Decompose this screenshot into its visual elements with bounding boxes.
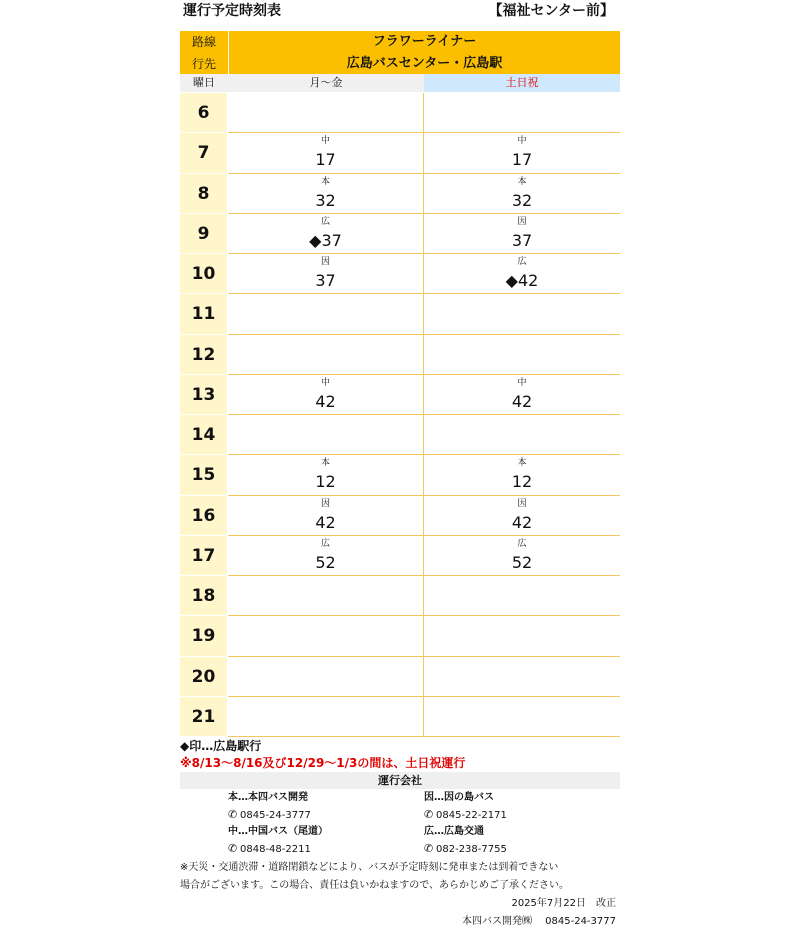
destination-label: 行先: [180, 53, 229, 75]
hour-row: [180, 214, 620, 254]
operator-name: 中…中国バス（尾道）: [228, 826, 328, 837]
operator-tag: 本: [517, 176, 527, 187]
operator-tel-number: 0848-48-2211: [240, 844, 311, 855]
hour-label: 17: [180, 536, 227, 576]
departure: [424, 133, 620, 171]
operator-tag: 因: [320, 257, 330, 267]
departure-minute: 17: [315, 150, 336, 170]
hour-label: 8: [180, 174, 227, 214]
departure-minute: 32: [315, 190, 336, 210]
page-title: 運行予定時刻表: [183, 3, 281, 19]
weekday-cell: [228, 375, 424, 415]
departure-minute: 17: [511, 150, 533, 170]
weekday-cell: [228, 657, 424, 697]
disclaimer-line-2: 場合がございます。この場合、責任は負いかねますので、あらかじめご了承ください。: [180, 880, 569, 891]
operator-item: [228, 789, 398, 823]
hour-label: 6: [180, 93, 227, 133]
departure-minute: 37: [315, 271, 336, 290]
day-header-row: [180, 74, 620, 92]
weekday-cell: [228, 254, 424, 294]
departure-minute: 42: [511, 512, 533, 532]
hour-label: 7: [180, 133, 227, 173]
hour-label: 12: [180, 335, 227, 375]
departure: [424, 254, 620, 292]
hour-label: 19: [180, 616, 227, 656]
operator-tag: 中: [517, 377, 527, 388]
weekday-cell: [228, 294, 424, 334]
timetable-grid: [180, 93, 620, 737]
hour-row: [180, 616, 620, 656]
departure: [228, 455, 423, 493]
disclaimer-line-1: ※天災・交通渋滞・道路閉鎖などにより、バスが予定時刻に発車または到着できない: [180, 862, 559, 873]
departure: [424, 375, 620, 413]
operator-tel: [424, 806, 594, 823]
operator-tel-number: 082-238-7755: [436, 844, 507, 855]
operator-name: 因…因の島バス: [424, 792, 494, 803]
departure: [424, 174, 620, 212]
operator-tag: 広: [517, 538, 527, 549]
operator-tag: 本: [517, 458, 527, 469]
operators-title: 運行会社: [180, 772, 620, 789]
hour-row: [180, 375, 620, 415]
disclaimer: [180, 859, 620, 895]
operator-tel: [424, 840, 594, 857]
hour-row: [180, 254, 620, 294]
weekday-header: 月～金: [228, 74, 424, 92]
operator-item: [228, 823, 398, 857]
departure-minute: ◆42: [505, 271, 539, 290]
departure-minute: 42: [511, 391, 533, 411]
weekend-cell: [424, 93, 620, 133]
phone-icon: ✆: [228, 842, 238, 855]
departure: [228, 496, 423, 534]
weekend-cell: [424, 496, 620, 536]
departure: [228, 536, 423, 574]
weekend-header: 土日祝: [424, 74, 620, 92]
departure: [424, 536, 620, 574]
departure-minute: ◆37: [309, 230, 342, 250]
hour-label: 11: [180, 294, 227, 334]
hour-row: [180, 576, 620, 616]
departure-minute: 42: [315, 512, 336, 532]
hour-row: [180, 455, 620, 495]
departure: [424, 455, 620, 493]
phone-icon: ✆: [228, 808, 238, 821]
weekend-cell: [424, 616, 620, 656]
title-bar: [180, 0, 620, 22]
hour-row: [180, 174, 620, 214]
holiday-note: ※8/13～8/16及び12/29～1/3の間は、土日祝運行: [180, 756, 466, 770]
hour-label: 9: [180, 214, 227, 254]
notes-section: [180, 738, 620, 931]
hour-row: [180, 697, 620, 737]
departure-minute: 37: [511, 230, 533, 250]
departure: [424, 214, 620, 252]
weekday-cell: [228, 496, 424, 536]
departure-minute: 52: [315, 552, 336, 572]
weekend-cell: [424, 536, 620, 576]
departure: [228, 133, 423, 171]
departure-minute: 12: [315, 472, 336, 492]
stop-name: 【福祉センター前】: [488, 3, 614, 19]
hour-label: 18: [180, 576, 227, 616]
operator-tag: 広: [320, 216, 330, 227]
departure: [228, 254, 423, 292]
hour-label: 15: [180, 455, 227, 495]
weekend-cell: [424, 576, 620, 616]
weekday-cell: [228, 133, 424, 173]
hour-label: 20: [180, 657, 227, 697]
operator-tag: 本: [320, 458, 330, 469]
route-row: [180, 31, 620, 53]
weekend-cell: [424, 697, 620, 737]
route-name: フラワーライナー: [372, 34, 477, 49]
operator-tag: 中: [320, 377, 330, 388]
operator-tag: 中: [517, 136, 527, 147]
weekend-cell: [424, 335, 620, 375]
hour-row: [180, 657, 620, 697]
operator-tag: 因: [517, 498, 527, 509]
hour-label: 14: [180, 415, 227, 455]
operator-tel-number: 0845-22-2171: [436, 810, 507, 821]
weekday-cell: [228, 697, 424, 737]
weekday-cell: [228, 455, 424, 495]
phone-icon: ✆: [424, 842, 434, 855]
hour-row: [180, 496, 620, 536]
footer: [180, 895, 620, 931]
weekday-cell: [228, 536, 424, 576]
weekday-cell: [228, 93, 424, 133]
weekend-cell: [424, 174, 620, 214]
weekend-cell: [424, 214, 620, 254]
departure-minute: 52: [511, 552, 533, 572]
hour-label: 21: [180, 697, 227, 737]
operator-tag: 広: [320, 538, 330, 549]
departure-minute: 42: [315, 391, 336, 411]
weekend-cell: [424, 657, 620, 697]
weekend-cell: [424, 254, 620, 294]
operator-name: 本…本四バス開発: [228, 792, 308, 803]
weekend-cell: [424, 455, 620, 495]
operator-tel: [228, 806, 398, 823]
hour-row: [180, 536, 620, 576]
operator-tag: 本: [320, 176, 330, 187]
phone-icon: ✆: [424, 808, 434, 821]
hour-row: [180, 294, 620, 334]
departure: [228, 174, 423, 212]
operator-tag: 因: [517, 216, 527, 227]
operator-tag: 因: [320, 498, 330, 509]
hour-label: 16: [180, 496, 227, 536]
operator-tag: 中: [320, 136, 330, 147]
hour-row: [180, 415, 620, 455]
operator-tel-number: 0845-24-3777: [240, 810, 311, 821]
weekday-cell: [228, 214, 424, 254]
operator-tel: [228, 840, 398, 857]
weekday-cell: [228, 576, 424, 616]
weekday-cell: [228, 616, 424, 656]
hour-row: [180, 93, 620, 133]
weekday-cell: [228, 174, 424, 214]
weekend-cell: [424, 294, 620, 334]
company-contact: 本四バス開発㈱ 0845-24-3777: [461, 916, 616, 927]
hour-row: [180, 335, 620, 375]
day-label: 曜日: [180, 74, 228, 92]
departure: [228, 214, 423, 252]
revision-date: 2025年7月22日 改正: [511, 898, 616, 909]
hour-label: 13: [180, 375, 227, 415]
operator-item: [424, 789, 594, 823]
hour-row: [180, 133, 620, 173]
weekend-cell: [424, 375, 620, 415]
operator-name: 広…広島交通: [424, 826, 484, 837]
hour-label: 10: [180, 254, 227, 294]
weekday-cell: [228, 335, 424, 375]
timetable-page: [180, 0, 620, 927]
weekend-cell: [424, 415, 620, 455]
route-label: 路線: [180, 31, 229, 53]
departure-minute: 12: [511, 472, 533, 492]
departure-minute: 32: [511, 190, 533, 210]
departure: [424, 496, 620, 534]
operator-tag: 広: [517, 257, 527, 267]
destination-name: 広島バスセンター・広島駅: [346, 56, 503, 71]
weekend-cell: [424, 133, 620, 173]
diamond-note: ◆印…広島駅行: [180, 739, 262, 753]
operators-list: [180, 789, 620, 855]
destination-row: [180, 53, 620, 75]
departure: [228, 375, 423, 413]
operator-item: [424, 823, 594, 857]
weekday-cell: [228, 415, 424, 455]
